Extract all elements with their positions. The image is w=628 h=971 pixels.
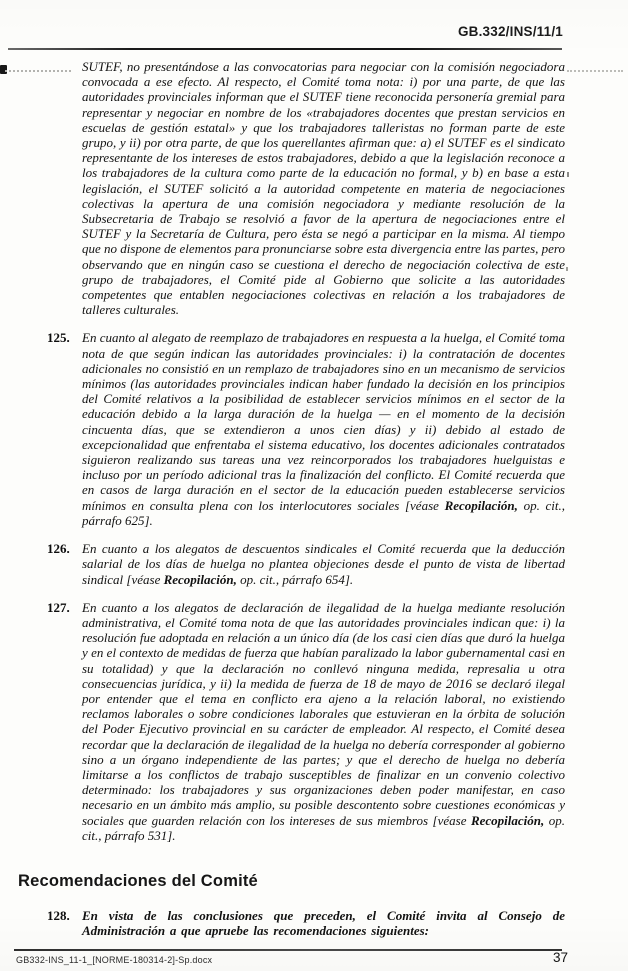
- document-reference: GB.332/INS/11/1: [457, 24, 563, 39]
- paragraph-number: 128.: [47, 907, 70, 923]
- paragraph-127: [47, 600, 565, 843]
- paragraph-text: En cuanto a los alegatos de declaración de ilegalidad de la huelga mediante resolución administrativa, el Comité toma nota de que las autoridades provinciales indican que: i) la resolución fue adoptada en relación a un único día (de los casi cien días que duró la huelga y en el contexto de medidas de fuerza que habían paralizado la labor gubernamental casi en su totalidad) y que la declaración no conllevó ninguna medida, represalia u otra consecuencias jurídica, y ii) la medida de fuerza de 18 de mayo de 2016 se declaró ilegal por entender que el tema en conflicto era ajeno a la relación laboral, no existiendo reclamos laborales o sobre condiciones laborales que estuvieran en la órbita de solución del Poder Ejecutivo provincial en su carácter de empleador. Al respecto, el Comité desea recordar que la declaración de ilegalidad de la huelga no debería corresponder al gobierno sino a un órgano independiente de las partes; y que el derecho de huelga no debería limitarse a los conflictos de trabajo susceptibles de finalizar en un convenio colectivo determinado: los trabajadores y sus organizaciones deben poder manifestar, en caso necesario en un ámbito más amplio, su posible descontento sobre cuestiones económicas y sociales que guarden relación con los intereses de sus miembros [véase Recopilación, op. cit., párrafo 531].: [82, 599, 566, 843]
- page-number: 37: [552, 950, 568, 965]
- scan-artifact: [566, 267, 568, 271]
- section-heading: Recomendaciones del Comité: [18, 871, 258, 890]
- paragraph-number: 125.: [47, 330, 70, 346]
- paragraph-text: SUTEF, no presentándose a las convocatorias para negociar con la comisión negociadora convocada a ese efecto. Al respecto, el Comité toma nota: i) por una parte, de que las autoridades provinciales informan que el SUTEF tiene reconocida personería gremial para representar y negociar en nombre de los «trabajadores docentes que prestan servicios en escuelas de gestión estatal» y que los trabajadores talleristas no forman parte de este grupo, y ii) por otra parte, de que los querellantes afirman que: a) el SUTEF es el sindicato representante de los intereses de estos trabajadores, debido a que la legislación reconoce a los trabajadores de la cultura como parte de la educación no formal, y b) en base a esta legislación, el SUTEF solicitó a la autoridad competente en materia de negociaciones colectivas la apertura de una comisión negociadora y mediante resolución de la Subsecretaria de Trabajo se resolvió a favor de la apertura de negociaciones entre el SUTEF y la Secretaría de Cultura, pero ésta se negó a participar en la misma. Al tiempo que no dispone de elementos para pronunciarse sobre esta divergencia entre las partes, pero observando que en ningún caso se cuestiona el derecho de negociación colectiva de este grupo de trabajadores, el Comité pide al Gobierno que solicite a las autoridades competentes que entablen negociaciones colectivas en relación a los trabajadores de talleres culturales.: [82, 59, 565, 318]
- paragraph-125: [47, 330, 565, 528]
- header-rule: [8, 48, 562, 50]
- footer-filename: GB332-INS_11-1_[NORME-180314-2]-Sp.docx: [16, 955, 213, 965]
- paragraph-text: En vista de las conclusiones que preceden, el Comité invita al Consejo de Administración a que apruebe las recomendaciones siguientes:: [82, 907, 565, 939]
- paragraph-text: En cuanto a los alegatos de descuentos sindicales el Comité recuerda que la deducción salarial de los días de huelga no plantea objeciones desde el punto de vista de libertad sindical [véase Recopilación, op. cit., párrafo 654].: [82, 541, 565, 587]
- paragraph-continuation: [47, 59, 565, 317]
- footer-rule: [14, 949, 562, 951]
- paragraph-text: En cuanto al alegato de reemplazo de trabajadores en respuesta a la huelga, el Comité toma nota de que según indican las autoridades provinciales: i) la contratación de docentes adicionales no consistió en un remplazo de trabajadores sino en un mecanismo de servicios mínimos (las autoridades provinciales indican haber fundado la decisión en los principios del Comité relativos a la posibilidad de establecer servicios mínimos en el sector de la educación debido a la larga duración de la huelga — en el momento de la decisión cincuenta días, que se extendieron a unos cien días) y ii) debido al estado de excepcionalidad que enfrentaba el sistema educativo, los docentes adicionales contratados siguieron realizando sus tareas una vez reincorporados los trabajadores huelguistas e incluso por un período adicional tras la finalización del conflicto. El Comité recuerda que en casos de larga duración en el sector de la educación pueden establecerse servicios mínimos en consulta plena con los interlocutores sociales [véase Recopilación, op. cit., párrafo 625].: [82, 330, 565, 528]
- paragraph-126: [47, 541, 565, 587]
- document-body: [18, 59, 566, 951]
- scan-artifact: [567, 172, 569, 177]
- paragraph-number: 126.: [47, 541, 70, 557]
- paragraph-number: [47, 59, 82, 317]
- scan-artifact: [567, 70, 623, 72]
- paragraph-number: 127.: [47, 599, 70, 615]
- paragraph-128: [47, 908, 565, 938]
